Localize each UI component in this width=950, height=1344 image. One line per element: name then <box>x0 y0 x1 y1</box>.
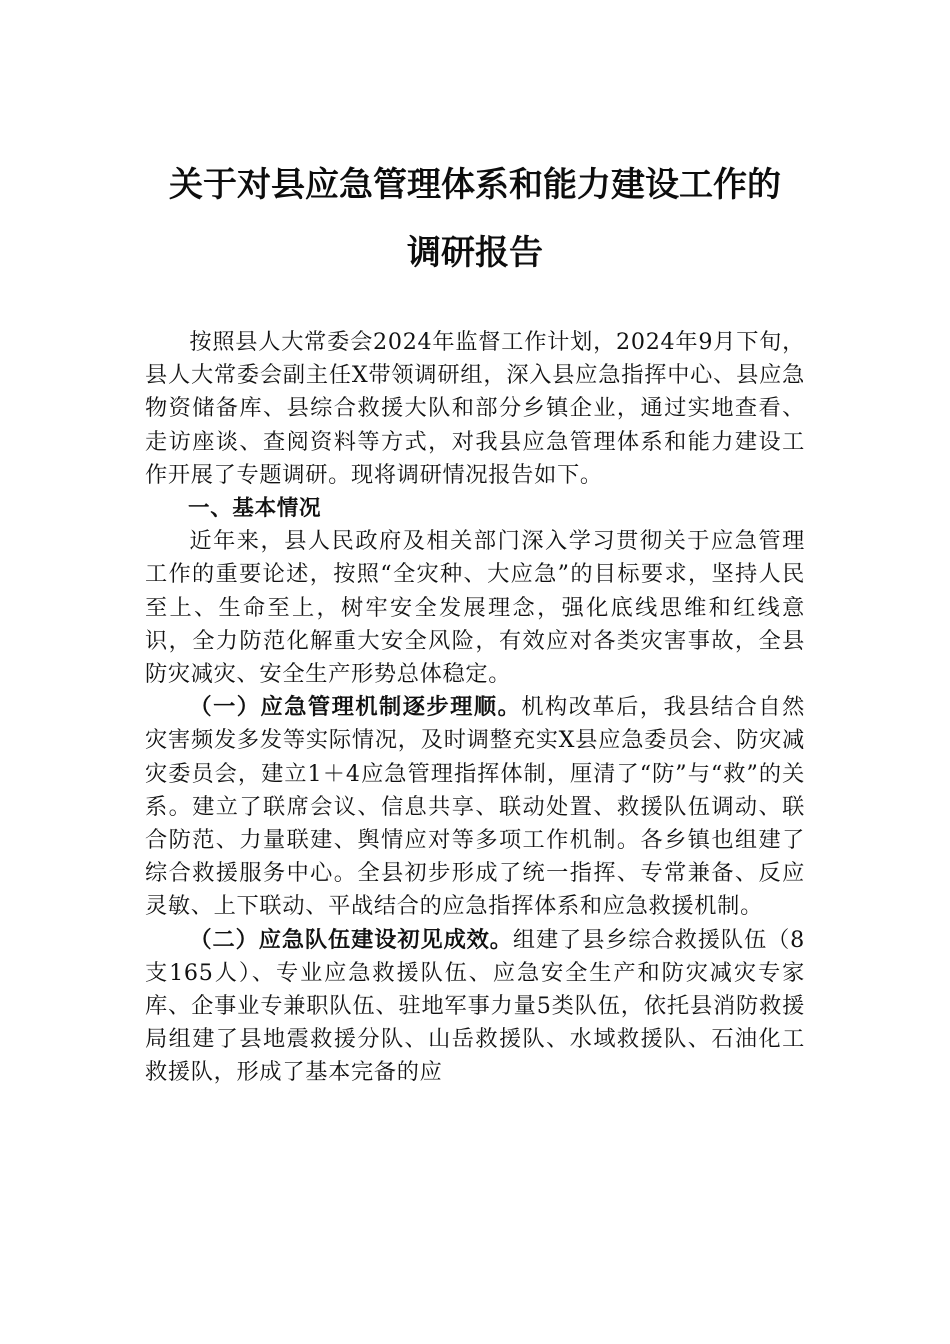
document-title-line-1: 关于对县应急管理体系和能力建设工作的 <box>169 165 781 205</box>
subsection-paragraph-mechanism <box>145 691 805 923</box>
document-body <box>145 326 805 1090</box>
intro-paragraph: 按照县人大常委会2024年监督工作计划，2024年9月下旬，县人大常委会副主任X带领调研组，深入县应急指挥中心、县应急物资储备库、县综合救援大队和部分乡镇企业，通过实地查看、走访座谈、查阅资料等方式，对我县应急管理体系和能力建设工作开展了专题调研。现将调研情况报告如下。 <box>145 329 805 488</box>
section-paragraph-overview: 近年来，县人民政府及相关部门深入学习贯彻关于应急管理工作的重要论述，按照“全灾种、大应急”的目标要求，坚持人民至上、生命至上，树牢安全发展理念，强化底线思维和红线意识，全力防范化解重大安全风险，有效应对各类灾害事故，全县防灾减灾、安全生产形势总体稳定。 <box>145 528 805 688</box>
subsection-title-mechanism: （一）应急管理机制逐步理顺。 <box>189 694 522 721</box>
document-title-line-2: 调研报告 <box>407 233 543 273</box>
subsection-paragraph-teams <box>145 924 805 1090</box>
subsection-title-teams: （二）应急队伍建设初见成效。 <box>189 926 513 953</box>
subsection-text-teams: 组建了县乡综合救援队伍（8支165人）、专业应急救援队伍、应急安全生产和防灾减灾专家库、企事业专兼职队伍、驻地军事力量5类队伍，依托县消防救援局组建了县地震救援分队、山岳救援队、水域救援队、石油化工救援队，形成了基本完备的应 <box>145 926 805 1086</box>
section-heading-basic-situation: 一、基本情况 <box>188 496 322 522</box>
subsection-text-mechanism: 机构改革后，我县结合自然灾害频发多发等实际情况，及时调整充实X县应急委员会、防灾减灾委员会，建立1＋4应急管理指挥体制，厘清了“防”与“救”的关系。建立了联席会议、信息共享、联动处置、救援队伍调动、联合防范、力量联建、舆情应对等多项工作机制。各乡镇也组建了综合救援服务中心。全县初步形成了统一指挥、专常兼备、反应灵敏、上下联动、平战结合的应急指挥体系和应急救援机制。 <box>145 694 805 920</box>
